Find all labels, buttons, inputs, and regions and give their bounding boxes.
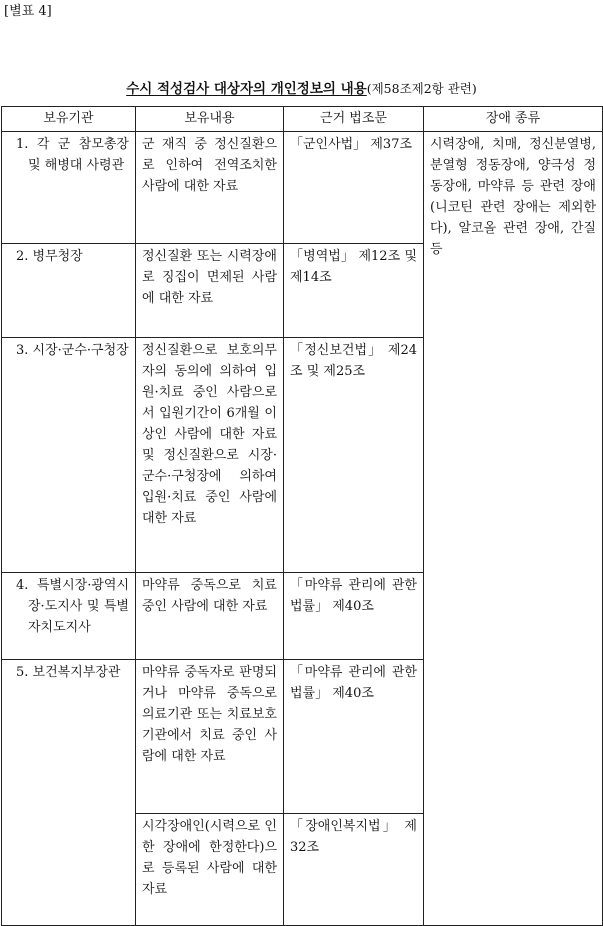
holding-org-cell bbox=[2, 244, 136, 338]
holding-content-cell: 시각장애인(시력으로 인한 장애에 한정한다)으로 등록된 사람에 대한 자료 bbox=[136, 814, 284, 926]
header-row bbox=[2, 107, 603, 132]
holding-org-cell bbox=[2, 573, 136, 660]
holding-org-text: 5. 보건복지부장관 bbox=[16, 665, 121, 680]
holding-content-cell: 마약류 중독자로 판명되거나 마약류 중독으로 의료기관 또는 치료보호기관에서 치료 중인 사람에 대한 자료 bbox=[136, 660, 284, 814]
holding-org-text: 2. 병무청장 bbox=[16, 249, 83, 264]
title-sub: (제58조제2항 관련) bbox=[366, 81, 477, 96]
holding-content-cell: 정신질환 또는 시력장애로 징집이 면제된 사람에 대한 자료 bbox=[136, 244, 284, 338]
legal-basis-cell: 「병역법」 제12조 및 제14조 bbox=[284, 244, 424, 338]
header-holding-org: 보유기관 bbox=[2, 107, 136, 132]
holding-org-text: 3. 시장·군수·구청장 bbox=[16, 343, 129, 358]
holding-content-cell: 마약류 중독으로 치료 중인 사람에 대한 자료 bbox=[136, 573, 284, 660]
disability-types-cell: 시력장애, 치매, 정신분열병, 분열형 정동장애, 양극성 정동장애, 마약류 등 관련 장애(니코틴 관련 장애는 제외한다), 알코올 관련 장애, 간질 등 bbox=[424, 132, 603, 926]
legal-basis-cell: 「마약류 관리에 관한 법률」 제40조 bbox=[284, 660, 424, 814]
legal-basis-cell: 「정신보건법」 제24조 및 제25조 bbox=[284, 338, 424, 573]
holding-org-cell bbox=[2, 132, 136, 244]
annex-tag: [별표 4] bbox=[4, 4, 52, 19]
legal-basis-cell: 「장애인복지법」 제32조 bbox=[284, 814, 424, 926]
legal-basis-cell: 「군인사법」 제37조 bbox=[284, 132, 424, 244]
header-disability-type: 장애 종류 bbox=[424, 107, 603, 132]
holding-content-cell: 군 재직 중 정신질환으로 인하여 전역조치한 사람에 대한 자료 bbox=[136, 132, 284, 244]
personal-info-table bbox=[1, 106, 603, 926]
header-legal-basis: 근거 법조문 bbox=[284, 107, 424, 132]
holding-org-text: 1. 각 군 참모총장 및 해병대 사령관 bbox=[16, 137, 129, 173]
holding-org-text: 4. 특별시장·광역시장·도지사 및 특별자치도지사 bbox=[16, 578, 129, 635]
holding-org-cell bbox=[2, 660, 136, 926]
holding-content-cell: 정신질환으로 보호의무자의 동의에 의하여 입원·치료 중인 사람으로서 입원기간이 6개월 이상인 사람에 대한 자료 및 정신질환으로 시장·군수·구청장에 의하여 입원·치료 중인 사람에 대한 자료 bbox=[136, 338, 284, 573]
holding-org-cell bbox=[2, 338, 136, 573]
title-main: 수시 적성검사 대상자의 개인정보의 내용 bbox=[126, 81, 367, 97]
table-row bbox=[2, 132, 603, 244]
document-title bbox=[0, 77, 603, 97]
legal-basis-cell: 「마약류 관리에 관한 법률」 제40조 bbox=[284, 573, 424, 660]
header-holding-content: 보유내용 bbox=[136, 107, 284, 132]
